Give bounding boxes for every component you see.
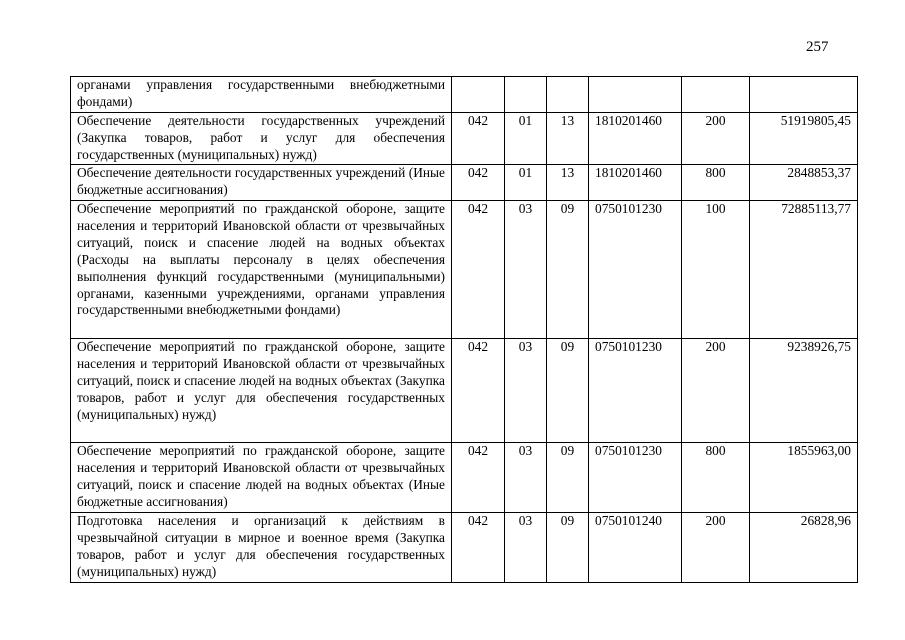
target-article-cell: 0750101230	[589, 443, 682, 513]
row-description: Подготовка населения и организаций к действиям в чрезвычайной ситуации в мирное и военное время (Закупка товаров, работ и услуг для обеспечения государственных (муниципальных) нужд)	[71, 513, 452, 583]
target-article-cell: 0750101240	[589, 513, 682, 583]
table-row	[71, 201, 858, 339]
row-description: органами управления государственными внебюджетными фондами)	[71, 77, 452, 113]
ministry-code-cell: 042	[452, 339, 505, 443]
target-article-cell: 1810201460	[589, 165, 682, 201]
section-code-cell: 03	[505, 201, 547, 339]
ministry-code-cell: 042	[452, 443, 505, 513]
subsection-code-cell: 09	[547, 443, 589, 513]
page-number: 257	[806, 39, 829, 55]
target-article-cell: 0750101230	[589, 339, 682, 443]
ministry-code-cell: 042	[452, 113, 505, 165]
table-row	[71, 165, 858, 201]
target-article-cell	[589, 77, 682, 113]
expense-type-cell	[682, 77, 750, 113]
target-article-cell: 0750101230	[589, 201, 682, 339]
subsection-code-cell: 13	[547, 165, 589, 201]
table-row	[71, 443, 858, 513]
expense-type-cell: 200	[682, 339, 750, 443]
ministry-code-cell: 042	[452, 201, 505, 339]
row-description: Обеспечение деятельности государственных учреждений (Закупка товаров, работ и услуг для обеспечения государственных (муниципальных) нужд)	[71, 113, 452, 165]
row-description: Обеспечение мероприятий по гражданской обороне, защите населения и территорий Ивановской области от чрезвычайных ситуаций, поиск и спасение людей на водных объектах (Закупка товаров, работ и услуг для обеспечения государственных (муниципальных) нужд)	[71, 339, 452, 443]
expense-type-cell: 200	[682, 513, 750, 583]
amount-cell: 72885113,77	[750, 201, 858, 339]
ministry-code-cell: 042	[452, 165, 505, 201]
section-code-cell	[505, 77, 547, 113]
amount-cell: 51919805,45	[750, 113, 858, 165]
row-description: Обеспечение деятельности государственных учреждений (Иные бюджетные ассигнования)	[71, 165, 452, 201]
amount-cell: 9238926,75	[750, 339, 858, 443]
expense-type-cell: 200	[682, 113, 750, 165]
amount-cell	[750, 77, 858, 113]
row-description: Обеспечение мероприятий по гражданской обороне, защите населения и территорий Ивановской области от чрезвычайных ситуаций, поиск и спасение людей на водных объектах (Расходы на выплаты персоналу в целях обеспечения выполнения функций государственными (муниципальными) органами, казенными учреждениями, органами управления государственными внебюджетными фондами)	[71, 201, 452, 339]
target-article-cell: 1810201460	[589, 113, 682, 165]
ministry-code-cell	[452, 77, 505, 113]
table-row	[71, 513, 858, 583]
expense-type-cell: 100	[682, 201, 750, 339]
section-code-cell: 01	[505, 165, 547, 201]
expense-type-cell: 800	[682, 443, 750, 513]
subsection-code-cell: 09	[547, 201, 589, 339]
section-code-cell: 03	[505, 443, 547, 513]
amount-cell: 26828,96	[750, 513, 858, 583]
amount-cell: 1855963,00	[750, 443, 858, 513]
subsection-code-cell: 09	[547, 339, 589, 443]
row-description: Обеспечение мероприятий по гражданской обороне, защите населения и территорий Ивановской области от чрезвычайных ситуаций, поиск и спасение людей на водных объектах (Иные бюджетные ассигнования)	[71, 443, 452, 513]
subsection-code-cell	[547, 77, 589, 113]
amount-cell: 2848853,37	[750, 165, 858, 201]
table-row	[71, 77, 858, 113]
subsection-code-cell: 13	[547, 113, 589, 165]
table-row	[71, 113, 858, 165]
ministry-code-cell: 042	[452, 513, 505, 583]
section-code-cell: 03	[505, 339, 547, 443]
subsection-code-cell: 09	[547, 513, 589, 583]
budget-table	[70, 76, 858, 583]
table-row	[71, 339, 858, 443]
expense-type-cell: 800	[682, 165, 750, 201]
section-code-cell: 03	[505, 513, 547, 583]
section-code-cell: 01	[505, 113, 547, 165]
